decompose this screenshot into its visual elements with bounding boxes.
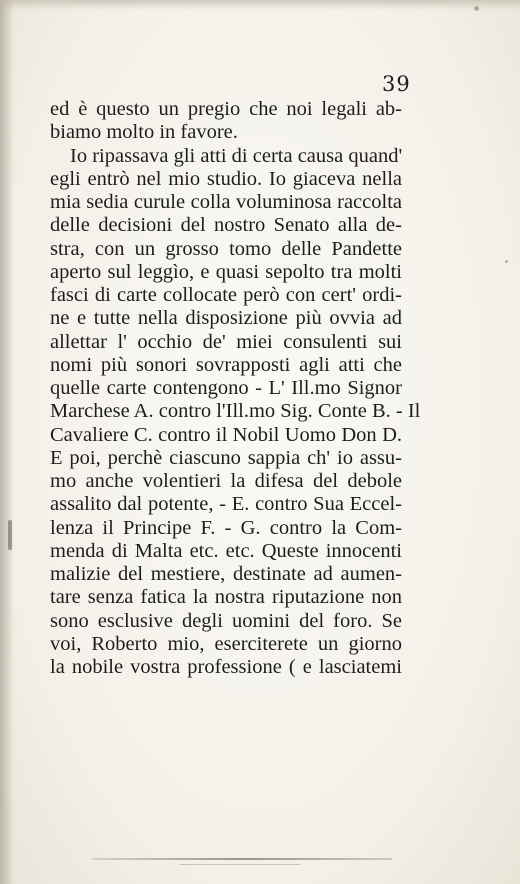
text-line: stra, con un grosso tomo delle Pandette (50, 237, 402, 260)
paragraph-first-line: Io ripassava gli atti di certa causa quand' (70, 144, 403, 167)
text-line: malizie del mestiere, destinate ad aumen- (50, 563, 402, 585)
page-top-shadow (0, 0, 520, 10)
text-line: voi, Roberto mio, eserciterete un giorno (50, 632, 402, 655)
page-binding-shadow (0, 0, 14, 884)
text-line: mia sedia curule colla voluminosa raccolta (50, 191, 402, 213)
text-line: mo anche volentieri la difesa del debole (50, 470, 402, 492)
text-line: tare senza fatica la nostra riputazione non (50, 586, 402, 609)
text-line: egli entrò nel mio studio. Io giaceva nella (50, 167, 402, 190)
bottom-scan-artifact (180, 864, 300, 865)
text-line: quelle carte contengono - L' Ill.mo Signor (50, 377, 402, 399)
text-line: lenza il Principe F. - G. contro la Com- (50, 516, 402, 539)
paper-speck (474, 6, 479, 11)
margin-stain (8, 520, 12, 550)
text-line: E poi, perchè ciascuno sappia ch' io assu- (50, 446, 402, 469)
text-line: menda di Malta etc. etc. Queste innocenti (50, 539, 402, 562)
text-line: ne e tutte nella disposizione più ovvia ad (50, 307, 402, 330)
text-line: ed è questo un pregio che noi legali ab- (50, 98, 402, 120)
text-line: allettar l' occhio de' miei consulenti sui (50, 330, 402, 353)
bottom-scan-artifact (92, 858, 392, 860)
text-line: Cavaliere C. contro il Nobil Uomo Don D. (50, 423, 402, 446)
text-line: nomi più sonori sovrapposti agli atti che (50, 353, 402, 376)
text-line: Marchese A. contro l'Ill.mo Sig. Conte B. - Il (50, 400, 421, 423)
body-text (50, 98, 421, 679)
paper-speck (505, 260, 508, 263)
page-number: 39 (382, 72, 411, 96)
text-line: sono esclusive degli uomini del foro. Se (50, 609, 402, 632)
text-line: la nobile vostra professione ( e lasciatemi (50, 656, 402, 678)
text-line: fasci di carte collocate però con cert' ordi- (50, 284, 402, 306)
text-line: biamo molto in favore. (50, 121, 238, 144)
text-line: assalito dal potente, - E. contro Sua Eccel- (50, 493, 402, 516)
text-line: delle decisioni del nostro Senato alla de- (50, 214, 402, 237)
text-line: aperto sul leggìo, e quasi sepolto tra molti (50, 260, 402, 283)
